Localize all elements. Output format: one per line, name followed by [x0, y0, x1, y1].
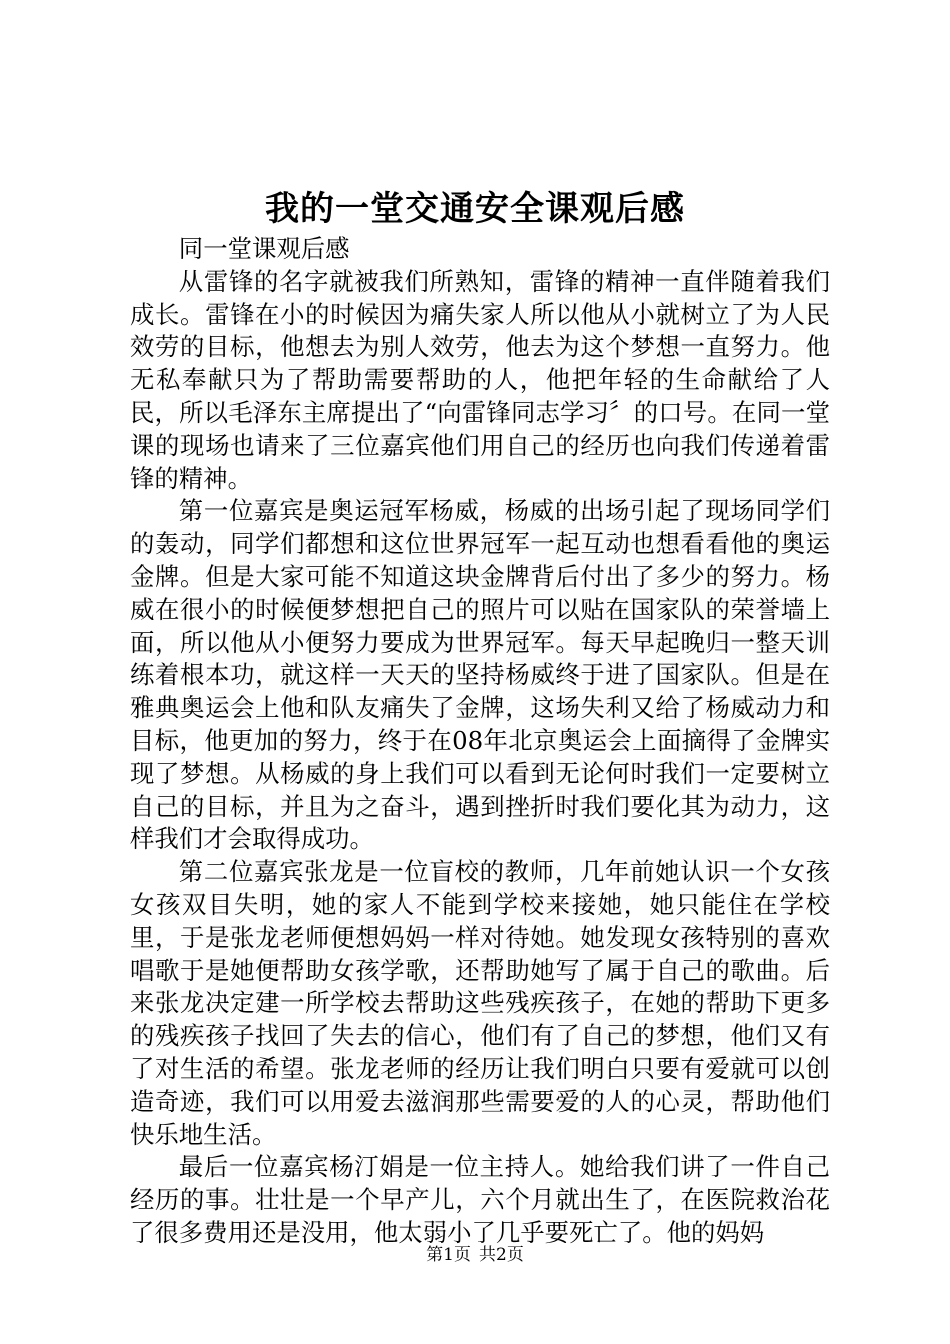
- page-total: 共2页: [479, 1245, 524, 1265]
- page-footer: [0, 1243, 950, 1267]
- body-paragraph: 第一位嘉宾是奥运冠军杨威，杨威的出场引起了现场同学们的轰动，同学们都想和这位世界冠军一起互动也想看看他的奥运金牌。但是大家可能不知道这块金牌背后付出了多少的努力。杨威在很小的时候便梦想把自己的照片可以贴在国家队的荣誉墙上面，所以他从小便努力要成为世界冠军。每天早起晚归一整天训练着根本功，就这样一天天的坚持杨威终于进了国家队。但是在雅典奥运会上他和队友痛失了金牌，这场失利又给了杨威动力和目标，他更加的努力，终于在08年北京奥运会上面摘得了金牌实现了梦想。从杨威的身上我们可以看到无论何时我们一定要树立自己的目标，并且为之奋斗，遇到挫折时我们要化其为动力，这样我们才会取得成功。: [130, 496, 830, 854]
- document-title: 我的一堂交通安全课观后感: [265, 189, 685, 229]
- subtitle-paragraph: 同一堂课观后感: [178, 234, 350, 263]
- body-paragraph: 第二位嘉宾张龙是一位盲校的教师，几年前她认识一个女孩女孩双目失明，她的家人不能到学校来接她，她只能住在学校里，于是张龙老师便想妈妈一样对待她。她发现女孩特别的喜欢唱歌于是她便帮助女孩学歌，还帮助她写了属于自己的歌曲。后来张龙决定建一所学校去帮助这些残疾孩子，在她的帮助下更多的残疾孩子找回了失去的信心，他们有了自己的梦想，他们又有了对生活的希望。张龙老师的经历让我们明白只要有爱就可以创造奇迹，我们可以用爱去滋润那些需要爱的人的心灵，帮助他们快乐地生活。: [130, 857, 830, 1149]
- body-paragraph: 从雷锋的名字就被我们所熟知，雷锋的精神一直伴随着我们成长。雷锋在小的时候因为痛失家人所以他从小就树立了为人民效劳的目标，他想去为别人效劳，他去为这个梦想一直努力。他无私奉献只为了帮助需要帮助的人，他把年轻的生命献给了人民，所以毛泽东主席提出了“向雷锋同志学习〞的口号。在同一堂课的现场也请来了三位嘉宾他们用自己的经历也向我们传递着雷锋的精神。: [130, 266, 830, 493]
- document-body: [130, 233, 830, 1250]
- page-number: 第1页: [426, 1245, 471, 1265]
- body-paragraph: 最后一位嘉宾杨汀娟是一位主持人。她给我们讲了一件自己经历的事。壮壮是一个早产儿，六个月就出生了，在医院救治花了很多费用还是没用，他太弱小了几乎要死亡了。他的妈妈: [130, 1152, 830, 1247]
